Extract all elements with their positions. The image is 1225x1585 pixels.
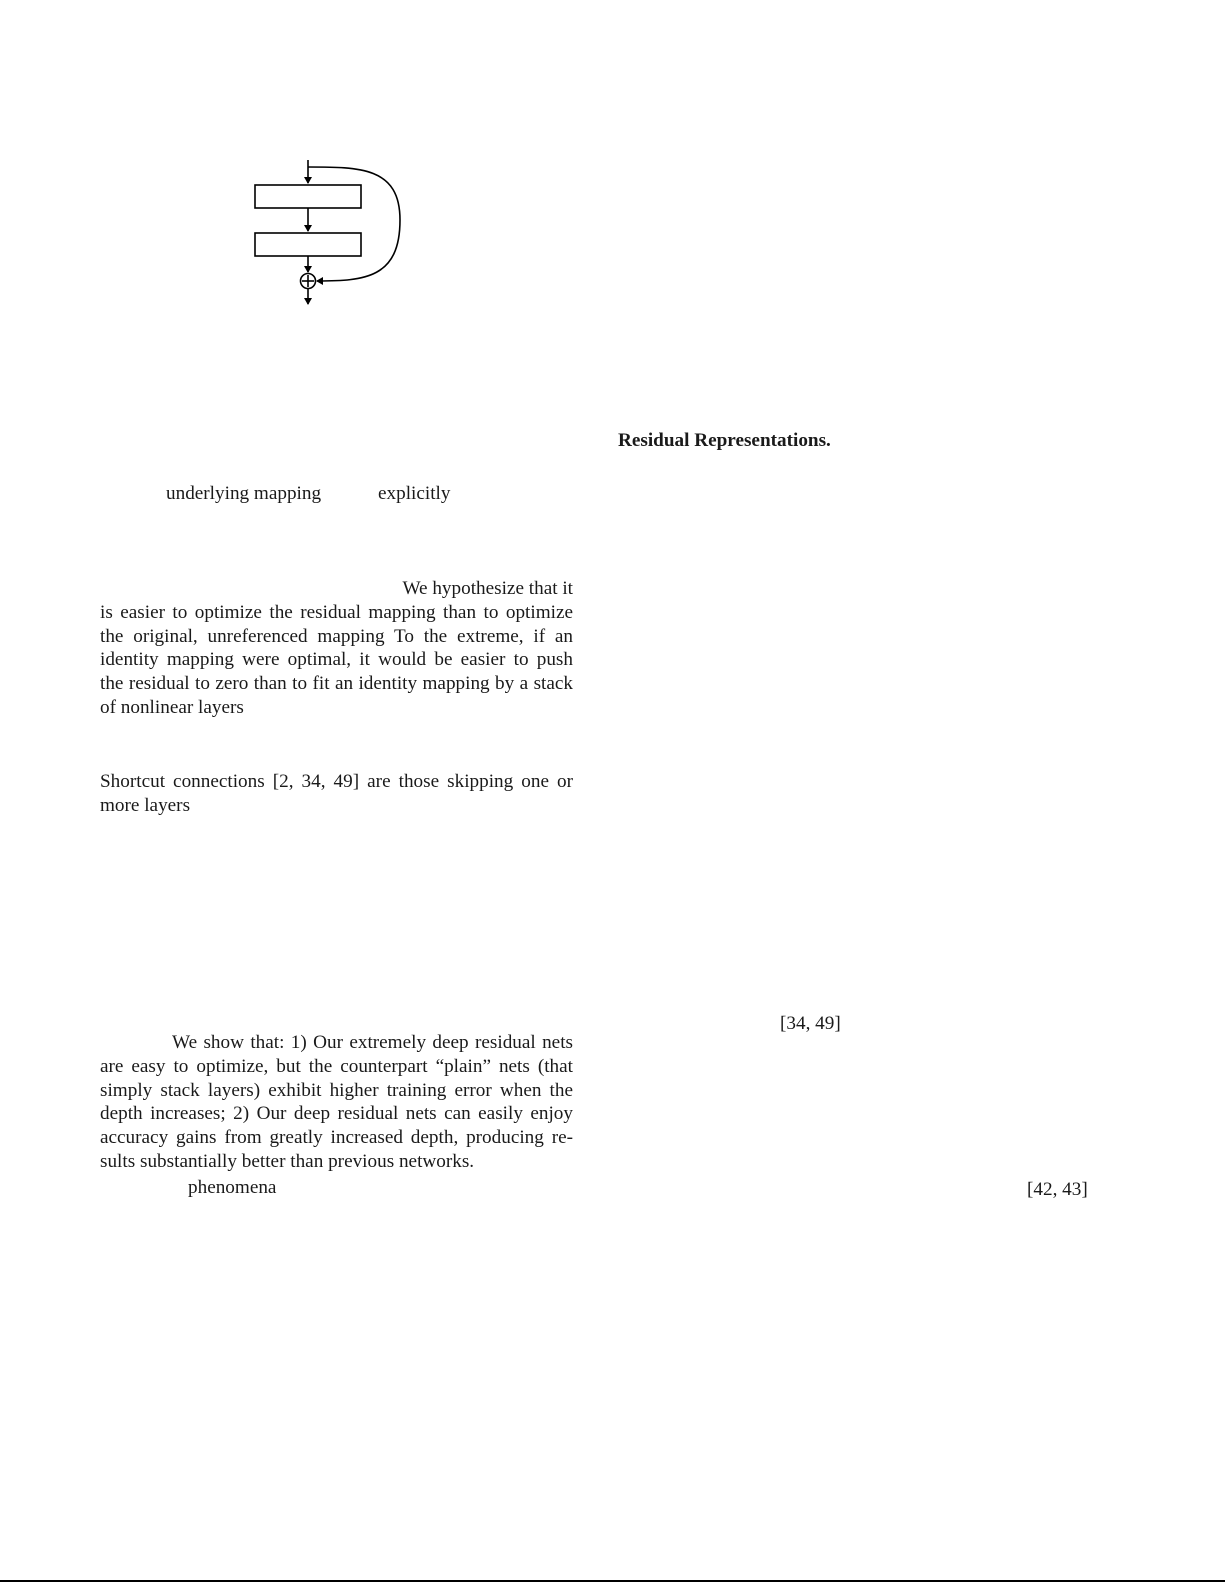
paragraph-shortcut-connections	[100, 770, 573, 818]
page-bottom-rule	[0, 1580, 1225, 1582]
text-line: simply stack layers) exhibit higher training error when the	[100, 1079, 573, 1101]
text-line: depth increases; 2) Our deep residual nets can easily enjoy	[100, 1103, 573, 1125]
addition-node	[301, 274, 316, 289]
text-line: identity mapping were optimal, it would be easier to push	[100, 649, 573, 671]
paragraph-we-show-that	[100, 1031, 573, 1174]
identity-shortcut-curve	[308, 167, 400, 281]
text-line: accuracy gains from greatly increased depth, producing re-	[100, 1127, 573, 1149]
text-line: are easy to optimize, but the counterpart “plain” nets (that	[100, 1055, 573, 1077]
text-line: sults substantially better than previous networks.	[100, 1150, 475, 1172]
fragment-phenomena: phenomena	[188, 1177, 277, 1198]
heading-residual-representations: Residual Representations.	[618, 430, 831, 451]
text-line: of nonlinear layers	[100, 696, 244, 718]
residual-block-figure	[240, 150, 420, 320]
text-line: the original, unreferenced mapping To the extreme, if an	[100, 625, 573, 647]
weight-layer-2	[255, 233, 361, 256]
paragraph-hypothesis	[100, 577, 573, 720]
fragment-explicitly: explicitly	[378, 483, 451, 504]
fragment-underlying-mapping: underlying mapping	[166, 483, 322, 504]
text-line: We hypothesize that it	[402, 578, 573, 599]
text-line: the residual to zero than to fit an identity mapping by a stack	[100, 673, 573, 695]
text-line: We show that: 1) Our extremely deep residual nets	[172, 1032, 573, 1053]
citation-34-49: [34, 49]	[780, 1013, 841, 1034]
citation-42-43: [42, 43]	[1027, 1179, 1088, 1200]
text-line: more layers	[100, 794, 191, 816]
weight-layer-1	[255, 185, 361, 208]
text-line: is easier to optimize the residual mapping than to optimize	[100, 601, 573, 623]
text-line: Shortcut connections [2, 34, 49] are those skipping one or	[100, 771, 573, 792]
